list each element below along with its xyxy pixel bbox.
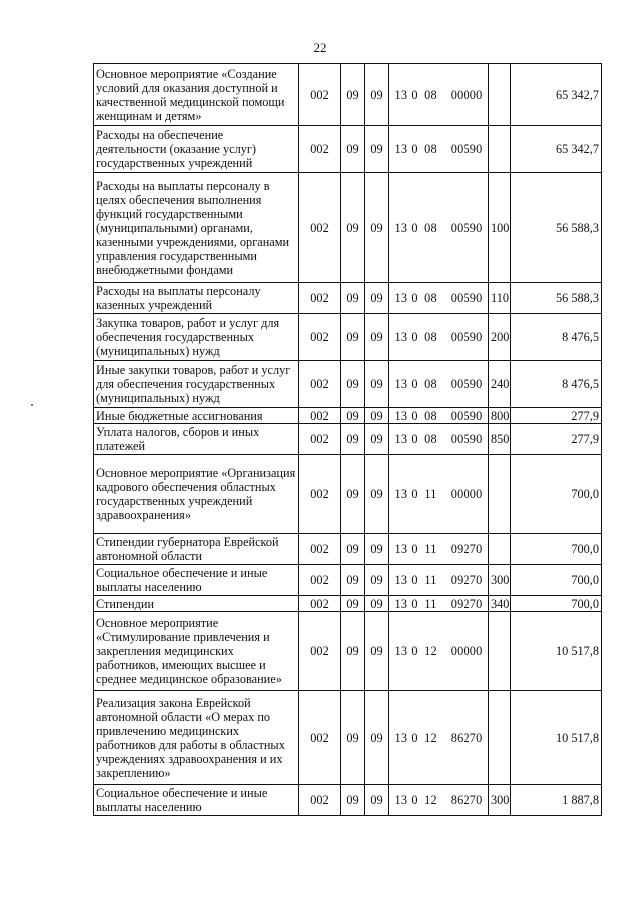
subsection-code-cell: 09 xyxy=(365,64,389,126)
target-code-part: 13 xyxy=(394,793,408,807)
target-code-part: 0 xyxy=(411,542,418,556)
target-article-cell xyxy=(389,314,489,361)
target-code-part: 11 xyxy=(424,542,437,556)
expense-name-cell: Стипендии губернатора Еврейской автономной области xyxy=(94,534,299,565)
target-code-part: 13 xyxy=(394,377,408,391)
admin-code-cell: 002 xyxy=(299,64,341,126)
target-code-part: 00590 xyxy=(450,408,483,423)
table-row xyxy=(94,408,602,424)
target-code-part: 13 xyxy=(394,142,408,156)
expense-name-cell: Уплата налогов, сборов и иных платежей xyxy=(94,424,299,455)
target-code-part: 0 xyxy=(411,644,418,658)
target-code-part: 11 xyxy=(424,487,437,501)
target-code-part: 12 xyxy=(424,730,437,745)
expense-type-cell: 850 xyxy=(489,424,511,455)
target-code-part: 12 xyxy=(424,793,437,807)
target-code-part: 08 xyxy=(424,377,437,391)
target-article-cell xyxy=(389,596,489,612)
amount-cell: 56 588,3 xyxy=(511,173,602,283)
target-code-part: 13 xyxy=(394,542,408,556)
table-row xyxy=(94,126,602,173)
expense-name-cell: Закупка товаров, работ и услуг для обеспечения государственных (муниципальных) нужд xyxy=(94,314,299,361)
expense-type-cell: 100 xyxy=(489,173,511,283)
target-code-part: 0 xyxy=(411,730,418,745)
admin-code-cell: 002 xyxy=(299,534,341,565)
admin-code-cell: 002 xyxy=(299,173,341,283)
target-code-part: 12 xyxy=(424,644,437,658)
subsection-code-cell: 09 xyxy=(365,126,389,173)
expense-name-cell: Основное мероприятие «Стимулирование привлечения и закрепления медицинских работников, имеющих высшее и среднее медицинское образование» xyxy=(94,612,299,691)
target-code-part: 13 xyxy=(394,330,408,344)
subsection-code-cell: 09 xyxy=(365,314,389,361)
subsection-code-cell: 09 xyxy=(365,565,389,596)
expense-type-cell: 200 xyxy=(489,314,511,361)
section-code-cell: 09 xyxy=(341,361,365,408)
target-code-part: 13 xyxy=(394,730,408,745)
expense-type-cell: 110 xyxy=(489,283,511,314)
subsection-code-cell: 09 xyxy=(365,691,389,785)
section-code-cell: 09 xyxy=(341,596,365,612)
target-article-cell xyxy=(389,64,489,126)
admin-code-cell: 002 xyxy=(299,691,341,785)
admin-code-cell: 002 xyxy=(299,612,341,691)
amount-cell: 10 517,8 xyxy=(511,612,602,691)
target-code-part: 08 xyxy=(424,142,437,156)
table-row xyxy=(94,314,602,361)
target-code-part: 0 xyxy=(411,596,418,611)
target-code-part: 0 xyxy=(411,87,418,102)
admin-code-cell: 002 xyxy=(299,424,341,455)
subsection-code-cell: 09 xyxy=(365,173,389,283)
expense-type-cell xyxy=(489,64,511,126)
admin-code-cell: 002 xyxy=(299,455,341,534)
target-code-part: 0 xyxy=(411,291,418,305)
section-code-cell: 09 xyxy=(341,283,365,314)
expense-type-cell: 340 xyxy=(489,596,511,612)
target-code-part: 86270 xyxy=(450,730,483,745)
target-code-part: 00000 xyxy=(450,487,483,501)
target-code-part: 09270 xyxy=(450,596,483,611)
target-code-part: 13 xyxy=(394,408,408,423)
amount-cell: 700,0 xyxy=(511,596,602,612)
target-article-cell xyxy=(389,126,489,173)
expense-name-cell: Социальное обеспечение и иные выплаты населению xyxy=(94,785,299,816)
admin-code-cell: 002 xyxy=(299,408,341,424)
amount-cell: 700,0 xyxy=(511,455,602,534)
section-code-cell: 09 xyxy=(341,455,365,534)
target-code-part: 08 xyxy=(424,432,437,446)
section-code-cell: 09 xyxy=(341,64,365,126)
subsection-code-cell: 09 xyxy=(365,408,389,424)
amount-cell: 700,0 xyxy=(511,565,602,596)
target-code-part: 00590 xyxy=(450,291,483,305)
target-code-part: 08 xyxy=(424,408,437,423)
subsection-code-cell: 09 xyxy=(365,785,389,816)
admin-code-cell: 002 xyxy=(299,596,341,612)
target-code-part: 13 xyxy=(394,573,408,587)
admin-code-cell: 002 xyxy=(299,283,341,314)
section-code-cell: 09 xyxy=(341,424,365,455)
section-code-cell: 09 xyxy=(341,785,365,816)
expense-name-cell: Основное мероприятие «Создание условий для оказания доступной и качественной медицинской помощи женщинам и детям» xyxy=(94,64,299,126)
target-code-part: 0 xyxy=(411,330,418,344)
table-row xyxy=(94,424,602,455)
target-code-part: 08 xyxy=(424,220,437,235)
target-article-cell xyxy=(389,283,489,314)
target-code-part: 00590 xyxy=(450,220,483,235)
target-code-part: 13 xyxy=(394,432,408,446)
target-article-cell xyxy=(389,534,489,565)
target-code-part: 13 xyxy=(394,291,408,305)
target-code-part: 13 xyxy=(394,87,408,102)
expense-name-cell: Расходы на обеспечение деятельности (оказание услуг) государственных учреждений xyxy=(94,126,299,173)
target-code-part: 00590 xyxy=(450,142,483,156)
target-article-cell xyxy=(389,612,489,691)
expense-name-cell: Расходы на выплаты персоналу казенных учреждений xyxy=(94,283,299,314)
target-code-part: 00590 xyxy=(450,377,483,391)
admin-code-cell: 002 xyxy=(299,314,341,361)
expense-name-cell: Иные бюджетные ассигнования xyxy=(94,408,299,424)
subsection-code-cell: 09 xyxy=(365,361,389,408)
expense-type-cell: 240 xyxy=(489,361,511,408)
amount-cell: 277,9 xyxy=(511,424,602,455)
target-code-part: 11 xyxy=(424,573,437,587)
target-article-cell xyxy=(389,455,489,534)
subsection-code-cell: 09 xyxy=(365,612,389,691)
section-code-cell: 09 xyxy=(341,173,365,283)
target-code-part: 08 xyxy=(424,291,437,305)
target-code-part: 0 xyxy=(411,408,418,423)
target-code-part: 0 xyxy=(411,793,418,807)
expense-type-cell xyxy=(489,126,511,173)
table-row xyxy=(94,283,602,314)
target-code-part: 00590 xyxy=(450,330,483,344)
table-row xyxy=(94,565,602,596)
subsection-code-cell: 09 xyxy=(365,424,389,455)
budget-table xyxy=(93,63,602,816)
table-row xyxy=(94,534,602,565)
section-code-cell: 09 xyxy=(341,534,365,565)
section-code-cell: 09 xyxy=(341,565,365,596)
target-code-part: 0 xyxy=(411,573,418,587)
target-code-part: 08 xyxy=(424,87,437,102)
amount-cell: 8 476,5 xyxy=(511,361,602,408)
target-code-part: 86270 xyxy=(450,793,483,807)
target-code-part: 11 xyxy=(424,596,437,611)
table-row xyxy=(94,455,602,534)
target-code-part: 09270 xyxy=(450,542,483,556)
target-code-part: 00000 xyxy=(450,87,483,102)
expense-type-cell: 300 xyxy=(489,565,511,596)
expense-type-cell: 800 xyxy=(489,408,511,424)
expense-name-cell: Основное мероприятие «Организация кадрового обеспечения областных государственных учреждений здравоохранения» xyxy=(94,455,299,534)
section-code-cell: 09 xyxy=(341,691,365,785)
table-row xyxy=(94,785,602,816)
expense-type-cell xyxy=(489,612,511,691)
expense-type-cell xyxy=(489,691,511,785)
target-article-cell xyxy=(389,691,489,785)
target-code-part: 13 xyxy=(394,487,408,501)
admin-code-cell: 002 xyxy=(299,785,341,816)
table-row xyxy=(94,64,602,126)
table-row xyxy=(94,596,602,612)
section-code-cell: 09 xyxy=(341,612,365,691)
admin-code-cell: 002 xyxy=(299,126,341,173)
target-code-part: 00590 xyxy=(450,432,483,446)
table-row xyxy=(94,612,602,691)
target-code-part: 0 xyxy=(411,142,418,156)
target-code-part: 13 xyxy=(394,220,408,235)
amount-cell: 8 476,5 xyxy=(511,314,602,361)
target-article-cell xyxy=(389,408,489,424)
expense-type-cell: 300 xyxy=(489,785,511,816)
subsection-code-cell: 09 xyxy=(365,455,389,534)
admin-code-cell: 002 xyxy=(299,361,341,408)
expense-type-cell xyxy=(489,455,511,534)
expense-name-cell: Стипендии xyxy=(94,596,299,612)
section-code-cell: 09 xyxy=(341,126,365,173)
amount-cell: 700,0 xyxy=(511,534,602,565)
amount-cell: 65 342,7 xyxy=(511,64,602,126)
target-article-cell xyxy=(389,173,489,283)
expense-name-cell: Реализация закона Еврейской автономной области «О мерах по привлечению медицинских работников для работы в областных учреждениях здравоохранения и их закреплению» xyxy=(94,691,299,785)
amount-cell: 10 517,8 xyxy=(511,691,602,785)
table-row xyxy=(94,361,602,408)
subsection-code-cell: 09 xyxy=(365,534,389,565)
target-code-part: 0 xyxy=(411,487,418,501)
admin-code-cell: 002 xyxy=(299,565,341,596)
expense-name-cell: Расходы на выплаты персоналу в целях обеспечения выполнения функций государственными (муниципальными) органами, казенными учреждениями, органами управления государственными внебюджетными фондами xyxy=(94,173,299,283)
amount-cell: 277,9 xyxy=(511,408,602,424)
target-code-part: 0 xyxy=(411,377,418,391)
subsection-code-cell: 09 xyxy=(365,596,389,612)
amount-cell: 56 588,3 xyxy=(511,283,602,314)
amount-cell: 1 887,8 xyxy=(511,785,602,816)
target-article-cell xyxy=(389,424,489,455)
target-code-part: 0 xyxy=(411,432,418,446)
target-code-part: 0 xyxy=(411,220,418,235)
target-code-part: 13 xyxy=(394,644,408,658)
section-code-cell: 09 xyxy=(341,314,365,361)
target-code-part: 00000 xyxy=(450,644,483,658)
target-article-cell xyxy=(389,785,489,816)
scan-speck xyxy=(31,404,33,406)
target-code-part: 13 xyxy=(394,596,408,611)
expense-name-cell: Социальное обеспечение и иные выплаты населению xyxy=(94,565,299,596)
amount-cell: 65 342,7 xyxy=(511,126,602,173)
page-number: 22 xyxy=(313,40,327,55)
section-code-cell: 09 xyxy=(341,408,365,424)
expense-type-cell xyxy=(489,534,511,565)
target-article-cell xyxy=(389,361,489,408)
table-row xyxy=(94,691,602,785)
target-code-part: 08 xyxy=(424,330,437,344)
table-row xyxy=(94,173,602,283)
expense-name-cell: Иные закупки товаров, работ и услуг для обеспечения государственных (муниципальных) нужд xyxy=(94,361,299,408)
subsection-code-cell: 09 xyxy=(365,283,389,314)
target-code-part: 09270 xyxy=(450,573,483,587)
target-article-cell xyxy=(389,565,489,596)
